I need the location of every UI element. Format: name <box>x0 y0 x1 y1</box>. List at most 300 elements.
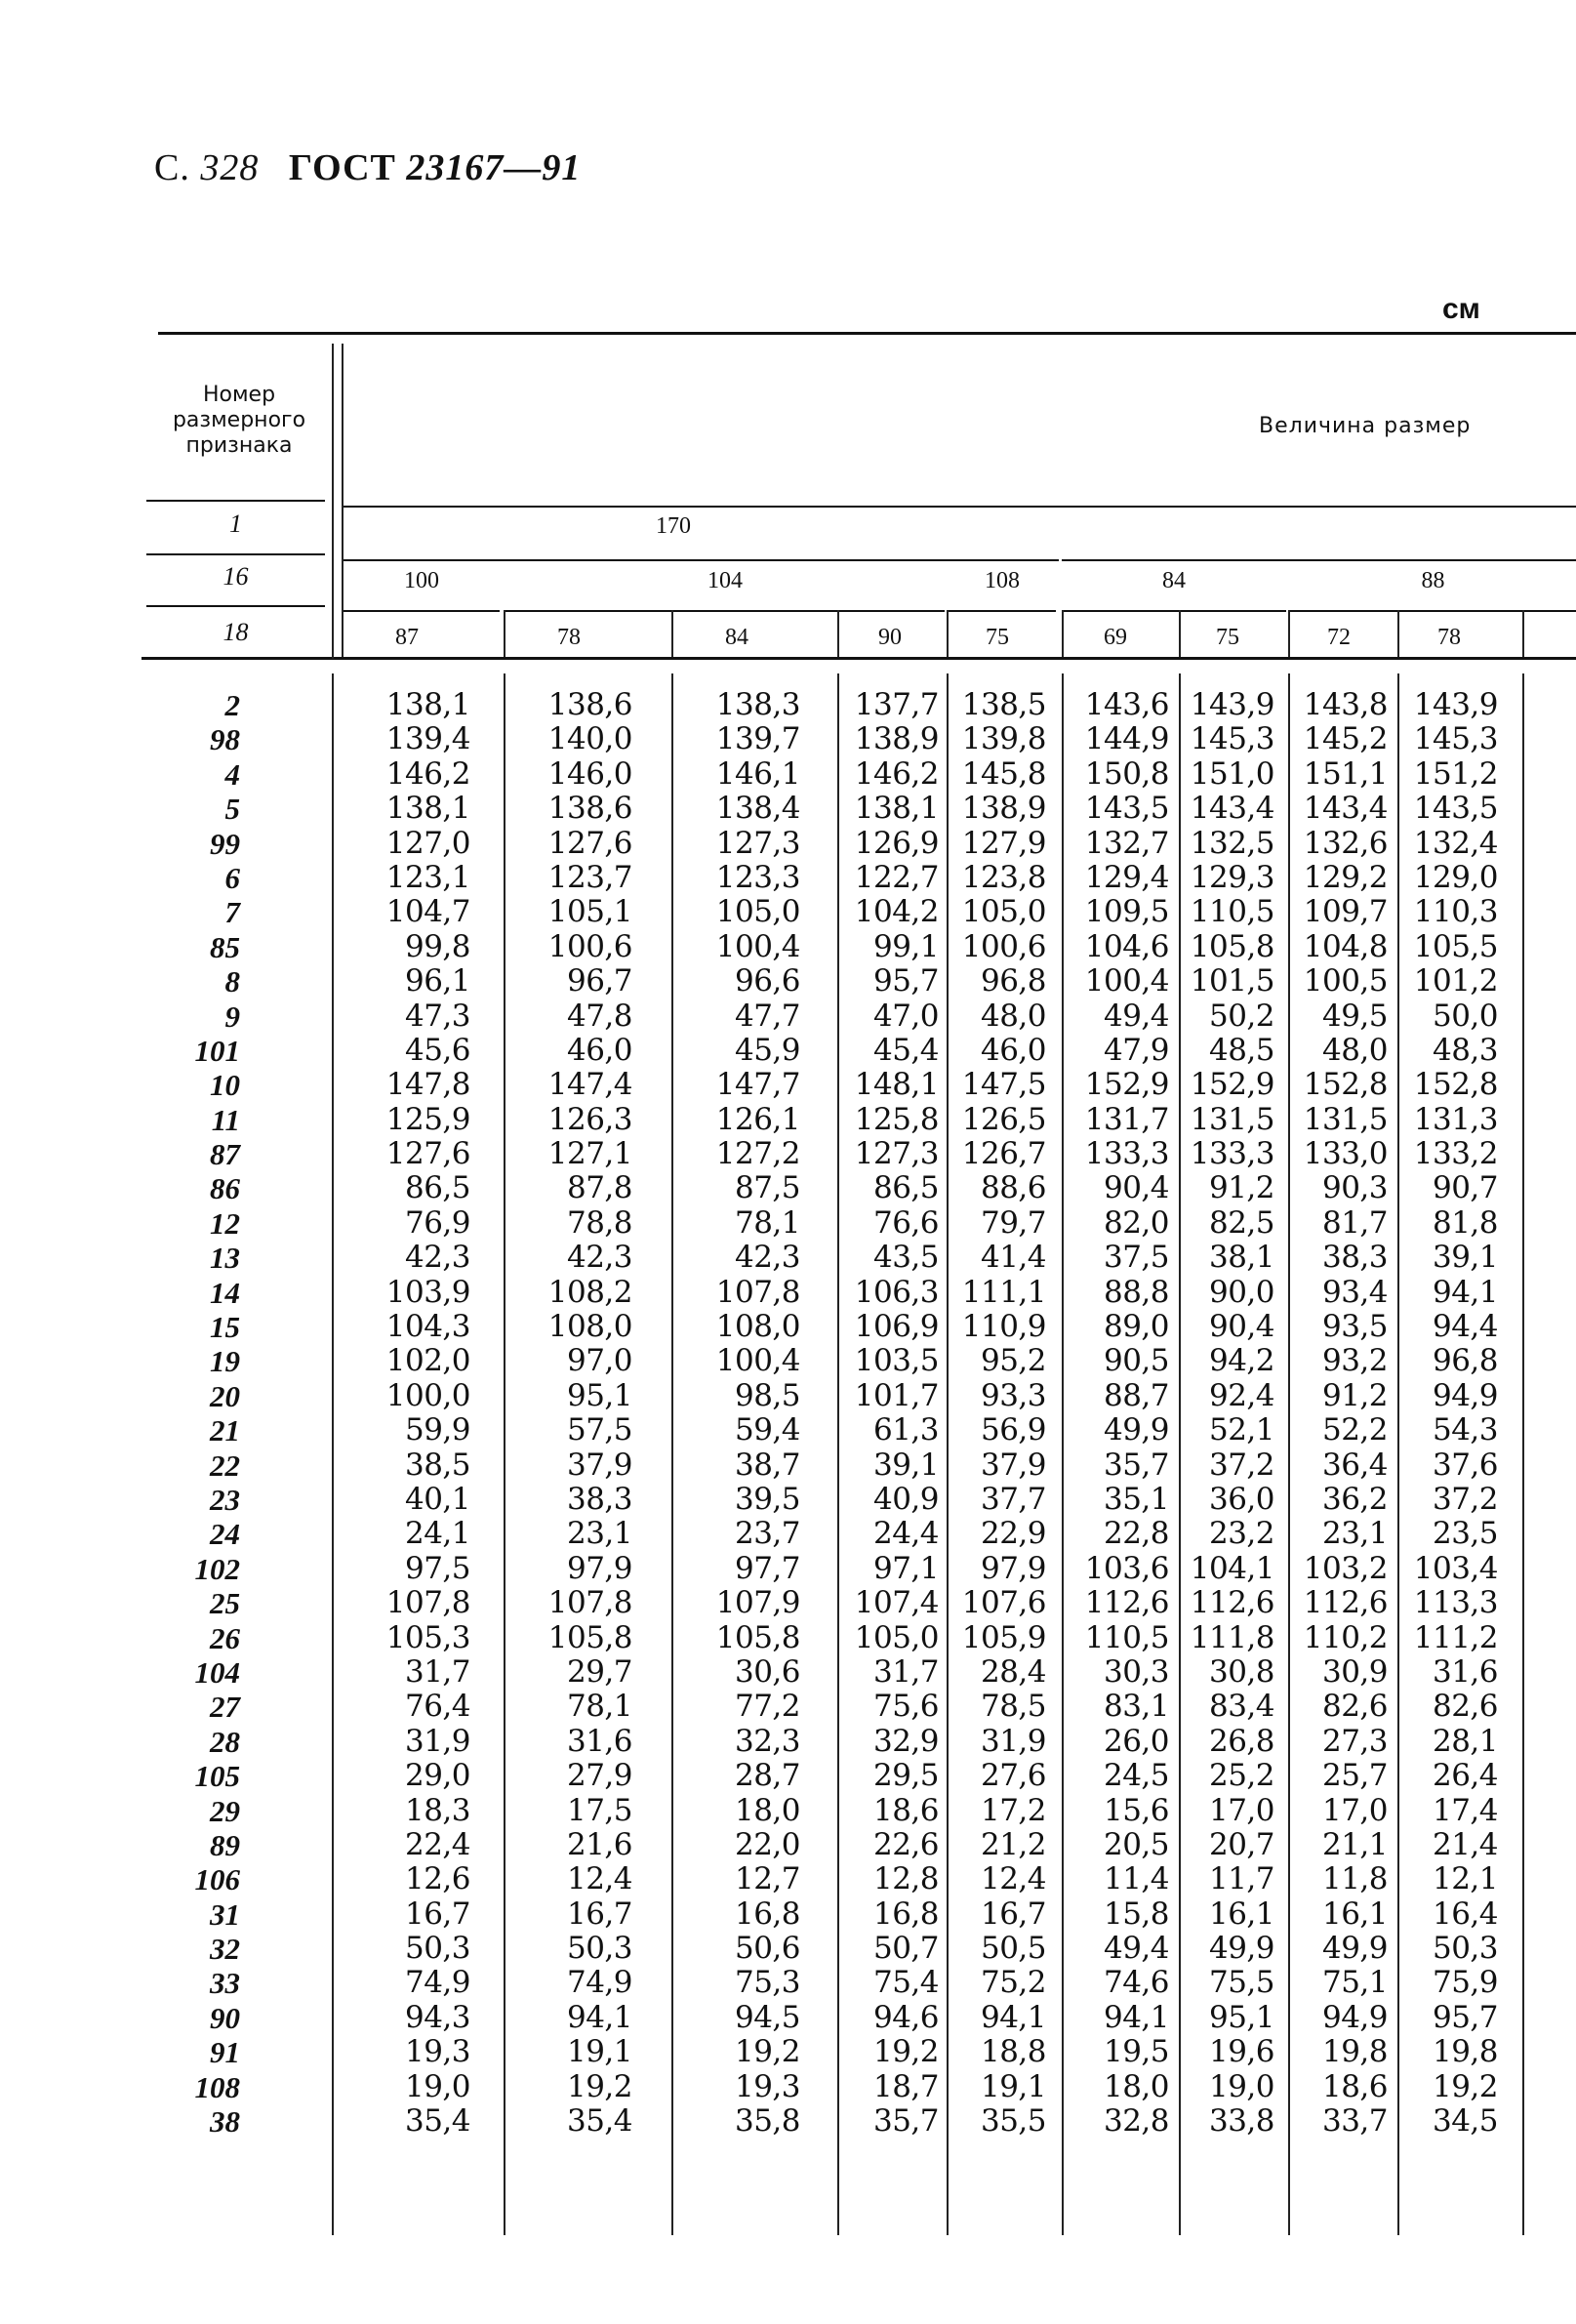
table-cell: 112,6 <box>1190 1585 1274 1621</box>
row-number: 29 <box>210 1793 240 1828</box>
table-cell: 127,0 <box>385 825 470 861</box>
table-cell: 81,8 <box>1432 1204 1498 1241</box>
group-16-88: 88 <box>1421 568 1445 593</box>
standard-number: 23167—91 <box>406 147 582 188</box>
table-cell: 127,6 <box>385 1136 470 1172</box>
table-cell: 19,2 <box>872 2034 939 2070</box>
table-cell: 18,0 <box>734 1792 800 1828</box>
table-cell: 75,2 <box>980 1965 1046 2001</box>
table-cell: 98,5 <box>734 1377 800 1413</box>
table-cell: 105,8 <box>547 1619 632 1655</box>
table-cell: 35,4 <box>404 2103 470 2140</box>
table-cell: 46,0 <box>980 1032 1046 1068</box>
column-rule-header <box>1397 610 1399 657</box>
table-cell: 24,4 <box>872 1516 939 1552</box>
row-number: 23 <box>210 1482 240 1517</box>
table-cell: 50,6 <box>734 1931 800 1967</box>
param-label-18: 18 <box>222 618 249 646</box>
table-cell: 46,0 <box>566 1032 632 1068</box>
table-cell: 94,1 <box>1432 1274 1498 1310</box>
table-cell: 138,3 <box>715 687 800 722</box>
table-cell: 100,4 <box>715 1343 800 1379</box>
table-cell: 94,9 <box>1432 1377 1498 1413</box>
row-number: 4 <box>224 756 240 792</box>
table-cell: 19,6 <box>1208 2034 1274 2070</box>
table-cell: 12,4 <box>566 1861 632 1897</box>
table-cell: 19,0 <box>1208 2068 1274 2104</box>
table-cell: 151,2 <box>1413 755 1498 792</box>
table-cell: 109,5 <box>1084 894 1169 930</box>
table-cell: 105,0 <box>961 894 1046 930</box>
table-cell: 143,6 <box>1084 687 1169 722</box>
table-cell: 97,9 <box>566 1550 632 1586</box>
table-cell: 105,5 <box>1413 928 1498 964</box>
table-cell: 48,5 <box>1208 1032 1274 1068</box>
table-cell: 21,1 <box>1321 1826 1388 1862</box>
table-cell: 15,8 <box>1103 1896 1169 1932</box>
table-cell: 47,7 <box>734 998 800 1034</box>
table-cell: 57,5 <box>566 1412 632 1448</box>
table-cell: 126,1 <box>715 1101 800 1137</box>
table-cell: 37,7 <box>980 1481 1046 1517</box>
table-cell: 88,6 <box>980 1170 1046 1206</box>
table-cell: 23,2 <box>1208 1516 1274 1552</box>
table-cell: 19,3 <box>734 2068 800 2104</box>
table-cell: 28,1 <box>1432 1723 1498 1759</box>
table-cell: 138,9 <box>854 721 939 757</box>
table-cell: 82,6 <box>1432 1689 1498 1725</box>
table-cell: 32,3 <box>734 1723 800 1759</box>
row-number: 2 <box>224 688 240 722</box>
table-cell: 18,7 <box>872 2068 939 2104</box>
table-cell: 146,2 <box>854 755 939 792</box>
table-cell: 17,4 <box>1432 1792 1498 1828</box>
table-cell: 26,0 <box>1103 1723 1169 1759</box>
column-header: 75 <box>1216 625 1239 650</box>
table-cell: 127,3 <box>715 825 800 861</box>
table-cell: 35,7 <box>1103 1447 1169 1483</box>
table-cell: 12,8 <box>872 1861 939 1897</box>
data-column <box>841 688 939 2139</box>
table-cell: 95,1 <box>566 1377 632 1413</box>
table-cell: 132,5 <box>1190 825 1274 861</box>
table-cell: 36,2 <box>1321 1481 1388 1517</box>
table-cell: 123,1 <box>385 859 470 895</box>
table-cell: 50,3 <box>404 1931 470 1967</box>
table-cell: 90,4 <box>1208 1309 1274 1345</box>
table-cell: 143,5 <box>1084 791 1169 827</box>
rule-under-title-right <box>343 506 1576 508</box>
row-number: 12 <box>210 1205 240 1241</box>
table-cell: 105,3 <box>385 1619 470 1655</box>
row-number: 89 <box>210 1827 240 1862</box>
table-cell: 52,2 <box>1321 1412 1388 1448</box>
table-cell: 139,7 <box>715 721 800 757</box>
table-cell: 18,6 <box>872 1792 939 1828</box>
table-cell: 24,1 <box>404 1516 470 1552</box>
table-cell: 75,9 <box>1432 1965 1498 2001</box>
table-cell: 113,3 <box>1413 1585 1498 1621</box>
table-cell: 96,6 <box>734 963 800 999</box>
table-cell: 29,7 <box>566 1653 632 1690</box>
rule-sub-100 <box>343 610 500 612</box>
column-rule-body <box>1522 673 1524 2235</box>
column-rule-body <box>1397 673 1399 2235</box>
column-header: 69 <box>1104 625 1127 650</box>
column-rule-header <box>1522 610 1524 657</box>
table-cell: 94,6 <box>872 1999 939 2035</box>
row-number: 26 <box>210 1620 240 1655</box>
table-cell: 31,7 <box>404 1653 470 1690</box>
column-rule-header <box>1288 610 1290 657</box>
table-cell: 27,6 <box>980 1758 1046 1794</box>
table-cell: 26,8 <box>1208 1723 1274 1759</box>
row-number: 28 <box>210 1724 240 1759</box>
row-number: 11 <box>211 1102 240 1137</box>
table-cell: 100,4 <box>1084 963 1169 999</box>
table-cell: 106,9 <box>854 1309 939 1345</box>
table-cell: 25,2 <box>1208 1758 1274 1794</box>
table-cell: 95,7 <box>872 963 939 999</box>
table-cell: 127,9 <box>961 825 1046 861</box>
table-cell: 123,8 <box>961 859 1046 895</box>
table-cell: 96,8 <box>1432 1343 1498 1379</box>
column-rule-header <box>504 610 505 657</box>
row-number: 38 <box>210 2104 240 2140</box>
table-cell: 45,4 <box>872 1032 939 1068</box>
column-header: 72 <box>1327 625 1351 650</box>
table-cell: 29,5 <box>872 1758 939 1794</box>
table-cell: 100,6 <box>961 928 1046 964</box>
table-cell: 49,9 <box>1321 1931 1388 1967</box>
table-cell: 50,7 <box>872 1931 939 1967</box>
table-cell: 137,7 <box>854 687 939 722</box>
table-cell: 83,1 <box>1103 1689 1169 1725</box>
group-170-label: 170 <box>656 513 691 539</box>
table-cell: 30,6 <box>734 1653 800 1690</box>
table-cell: 104,2 <box>854 894 939 930</box>
table-cell: 126,3 <box>547 1101 632 1137</box>
row-number: 102 <box>194 1551 240 1586</box>
table-cell: 138,4 <box>715 791 800 827</box>
table-cell: 15,6 <box>1103 1792 1169 1828</box>
data-column <box>1290 688 1388 2139</box>
table-cell: 42,3 <box>566 1240 632 1276</box>
table-cell: 27,3 <box>1321 1723 1388 1759</box>
table-cell: 152,8 <box>1413 1067 1498 1103</box>
table-cell: 109,7 <box>1303 894 1388 930</box>
table-cell: 42,3 <box>404 1240 470 1276</box>
table-cell: 38,3 <box>566 1481 632 1517</box>
table-cell: 22,6 <box>872 1826 939 1862</box>
table-cell: 25,7 <box>1321 1758 1388 1794</box>
table-cell: 110,5 <box>1084 1619 1169 1655</box>
table-cell: 17,0 <box>1208 1792 1274 1828</box>
table-cell: 95,2 <box>980 1343 1046 1379</box>
table-cell: 34,5 <box>1432 2103 1498 2140</box>
page-header <box>154 146 581 189</box>
table-cell: 151,1 <box>1303 755 1388 792</box>
table-cell: 31,7 <box>872 1653 939 1690</box>
table-cell: 88,8 <box>1103 1274 1169 1310</box>
table-cell: 127,6 <box>547 825 632 861</box>
table-cell: 82,5 <box>1208 1204 1274 1241</box>
column-rule-body <box>504 673 505 2235</box>
table-cell: 56,9 <box>980 1412 1046 1448</box>
table-cell: 110,3 <box>1413 894 1498 930</box>
table-cell: 129,0 <box>1413 859 1498 895</box>
table-cell: 11,4 <box>1103 1861 1169 1897</box>
table-cell: 104,3 <box>385 1309 470 1345</box>
table-cell: 16,7 <box>404 1896 470 1932</box>
table-cell: 86,5 <box>872 1170 939 1206</box>
table-cell: 138,1 <box>385 687 470 722</box>
table-cell: 19,3 <box>404 2034 470 2070</box>
group-16-108: 108 <box>985 568 1020 593</box>
table-cell: 133,3 <box>1190 1136 1274 1172</box>
rule-group-170 <box>343 559 1059 561</box>
table-cell: 143,4 <box>1303 791 1388 827</box>
table-cell: 31,6 <box>1432 1653 1498 1690</box>
table-cell: 38,7 <box>734 1447 800 1483</box>
table-cell: 132,4 <box>1413 825 1498 861</box>
page-number: 328 <box>200 147 260 188</box>
table-cell: 126,9 <box>854 825 939 861</box>
rule-row-16 <box>146 605 325 607</box>
table-cell: 76,6 <box>872 1204 939 1241</box>
table-cell: 152,8 <box>1303 1067 1388 1103</box>
table-cell: 19,1 <box>566 2034 632 2070</box>
table-cell: 47,9 <box>1103 1032 1169 1068</box>
table-cell: 104,7 <box>385 894 470 930</box>
table-cell: 107,8 <box>385 1585 470 1621</box>
table-cell: 49,9 <box>1208 1931 1274 1967</box>
table-cell: 38,1 <box>1208 1240 1274 1276</box>
table-cell: 16,8 <box>734 1896 800 1932</box>
table-cell: 38,5 <box>404 1447 470 1483</box>
table-cell: 90,3 <box>1321 1170 1388 1206</box>
table-cell: 105,8 <box>1190 928 1274 964</box>
table-cell: 95,7 <box>1432 1999 1498 2035</box>
table-cell: 107,9 <box>715 1585 800 1621</box>
table-cell: 24,5 <box>1103 1758 1169 1794</box>
table-cell: 140,0 <box>547 721 632 757</box>
table-cell: 147,8 <box>385 1067 470 1103</box>
table-cell: 82,6 <box>1321 1689 1388 1725</box>
table-cell: 129,2 <box>1303 859 1388 895</box>
table-cell: 48,0 <box>980 998 1046 1034</box>
table-cell: 37,9 <box>980 1447 1046 1483</box>
table-cell: 17,0 <box>1321 1792 1388 1828</box>
table-cell: 108,2 <box>547 1274 632 1310</box>
row-number: 87 <box>210 1137 240 1172</box>
table-cell: 129,4 <box>1084 859 1169 895</box>
table-cell: 146,0 <box>547 755 632 792</box>
table-cell: 94,3 <box>404 1999 470 2035</box>
row-number: 25 <box>210 1586 240 1621</box>
table-cell: 16,4 <box>1432 1896 1498 1932</box>
table-cell: 45,6 <box>404 1032 470 1068</box>
page-prefix: С. <box>154 147 190 188</box>
table-cell: 108,0 <box>715 1309 800 1345</box>
table-cell: 138,6 <box>547 687 632 722</box>
table-cell: 22,4 <box>404 1826 470 1862</box>
table-cell: 97,9 <box>980 1550 1046 1586</box>
table-cell: 94,1 <box>1103 1999 1169 2035</box>
rule-sub-88 <box>1290 610 1576 612</box>
table-cell: 93,4 <box>1321 1274 1388 1310</box>
table-cell: 35,4 <box>566 2103 632 2140</box>
table-cell: 40,9 <box>872 1481 939 1517</box>
table-cell: 103,4 <box>1413 1550 1498 1586</box>
table-cell: 49,5 <box>1321 998 1388 1034</box>
row-number: 98 <box>210 722 240 757</box>
table-cell: 103,9 <box>385 1274 470 1310</box>
column-header: 78 <box>557 625 581 650</box>
table-cell: 40,1 <box>404 1481 470 1517</box>
table-cell: 75,6 <box>872 1689 939 1725</box>
table-cell: 33,7 <box>1321 2103 1388 2140</box>
table-cell: 18,0 <box>1103 2068 1169 2104</box>
table-cell: 35,1 <box>1103 1481 1169 1517</box>
column-rule-header <box>947 610 949 657</box>
table-cell: 74,6 <box>1103 1965 1169 2001</box>
table-cell: 50,2 <box>1208 998 1274 1034</box>
table-cell: 107,4 <box>854 1585 939 1621</box>
table-cell: 23,1 <box>1321 1516 1388 1552</box>
table-cell: 104,8 <box>1303 928 1388 964</box>
table-cell: 28,4 <box>980 1653 1046 1690</box>
table-cell: 32,9 <box>872 1723 939 1759</box>
table-cell: 143,9 <box>1413 687 1498 722</box>
table-cell: 143,4 <box>1190 791 1274 827</box>
table-cell: 12,1 <box>1432 1861 1498 1897</box>
table-cell: 101,2 <box>1413 963 1498 999</box>
table-cell: 106,3 <box>854 1274 939 1310</box>
table-cell: 18,8 <box>980 2034 1046 2070</box>
table-cell: 94,9 <box>1321 1999 1388 2035</box>
table-cell: 104,1 <box>1190 1550 1274 1586</box>
table-cell: 139,8 <box>961 721 1046 757</box>
table-cell: 93,2 <box>1321 1343 1388 1379</box>
table-cell: 133,0 <box>1303 1136 1388 1172</box>
column-rule-header <box>837 610 839 657</box>
table-cell: 30,3 <box>1103 1653 1169 1690</box>
table-cell: 19,2 <box>566 2068 632 2104</box>
table-cell: 96,7 <box>566 963 632 999</box>
table-cell: 61,3 <box>872 1412 939 1448</box>
table-cell: 45,9 <box>734 1032 800 1068</box>
table-cell: 11,7 <box>1208 1861 1274 1897</box>
table-cell: 90,7 <box>1432 1170 1498 1206</box>
table-cell: 35,7 <box>872 2103 939 2140</box>
table-cell: 49,4 <box>1103 1931 1169 1967</box>
table-cell: 148,1 <box>854 1067 939 1103</box>
table-cell: 23,5 <box>1432 1516 1498 1552</box>
table-cell: 94,5 <box>734 1999 800 2035</box>
table-cell: 108,0 <box>547 1309 632 1345</box>
table-cell: 86,5 <box>404 1170 470 1206</box>
param-label-1: 1 <box>229 510 242 538</box>
table-cell: 83,4 <box>1208 1689 1274 1725</box>
row-number: 6 <box>224 860 240 895</box>
table-cell: 97,1 <box>872 1550 939 1586</box>
table-cell: 145,8 <box>961 755 1046 792</box>
table-cell: 145,2 <box>1303 721 1388 757</box>
table-cell: 126,5 <box>961 1101 1046 1137</box>
table-cell: 94,2 <box>1208 1343 1274 1379</box>
table-cell: 22,0 <box>734 1826 800 1862</box>
table-cell: 147,5 <box>961 1067 1046 1103</box>
table-cell: 50,3 <box>566 1931 632 1967</box>
table-cell: 12,6 <box>404 1861 470 1897</box>
table-cell: 103,6 <box>1084 1550 1169 1586</box>
table-cell: 127,1 <box>547 1136 632 1172</box>
table-cell: 131,3 <box>1413 1101 1498 1137</box>
table-cell: 33,8 <box>1208 2103 1274 2140</box>
table-cell: 30,9 <box>1321 1653 1388 1690</box>
table-cell: 16,7 <box>980 1896 1046 1932</box>
table-cell: 138,1 <box>385 791 470 827</box>
table-cell: 97,5 <box>404 1550 470 1586</box>
rule-header-bottom <box>141 657 1576 660</box>
table-cell: 12,7 <box>734 1861 800 1897</box>
table-cell: 147,4 <box>547 1067 632 1103</box>
table-cell: 38,3 <box>1321 1240 1388 1276</box>
row-number: 32 <box>210 1932 240 1967</box>
row-number: 19 <box>210 1344 240 1379</box>
column-rule-body <box>837 673 839 2235</box>
table-cell: 18,3 <box>404 1792 470 1828</box>
table-cell: 16,8 <box>872 1896 939 1932</box>
table-cell: 19,8 <box>1321 2034 1388 2070</box>
row-number: 21 <box>210 1413 240 1448</box>
table-cell: 18,6 <box>1321 2068 1388 2104</box>
table-cell: 105,9 <box>961 1619 1046 1655</box>
table-cell: 131,5 <box>1190 1101 1274 1137</box>
column-rule-body <box>1179 673 1181 2235</box>
row-label-column <box>146 688 254 2139</box>
table-cell: 107,8 <box>715 1274 800 1310</box>
table-cell: 101,7 <box>854 1377 939 1413</box>
table-cell: 100,0 <box>385 1377 470 1413</box>
table-cell: 11,8 <box>1321 1861 1388 1897</box>
table-cell: 105,8 <box>715 1619 800 1655</box>
row-number: 24 <box>210 1517 240 1552</box>
row-number: 8 <box>224 964 240 999</box>
param-label-16: 16 <box>222 562 249 591</box>
table-cell: 76,4 <box>404 1689 470 1725</box>
table-cell: 74,9 <box>404 1965 470 2001</box>
table-cell: 17,2 <box>980 1792 1046 1828</box>
row-header-title: Номер размерного признака <box>172 383 306 458</box>
table-cell: 37,2 <box>1208 1447 1274 1483</box>
table-cell: 81,7 <box>1321 1204 1388 1241</box>
table-cell: 100,4 <box>715 928 800 964</box>
table-cell: 110,2 <box>1303 1619 1388 1655</box>
table-cell: 87,8 <box>566 1170 632 1206</box>
table-cell: 89,0 <box>1103 1309 1169 1345</box>
data-column <box>1400 688 1498 2139</box>
rule-row-1 <box>146 553 325 555</box>
table-cell: 75,1 <box>1321 1965 1388 2001</box>
table-cell: 48,0 <box>1321 1032 1388 1068</box>
column-rule-body <box>947 673 949 2235</box>
table-cell: 32,8 <box>1103 2103 1169 2140</box>
table-cell: 122,7 <box>854 859 939 895</box>
table-cell: 37,2 <box>1432 1481 1498 1517</box>
row-number: 14 <box>210 1275 240 1310</box>
